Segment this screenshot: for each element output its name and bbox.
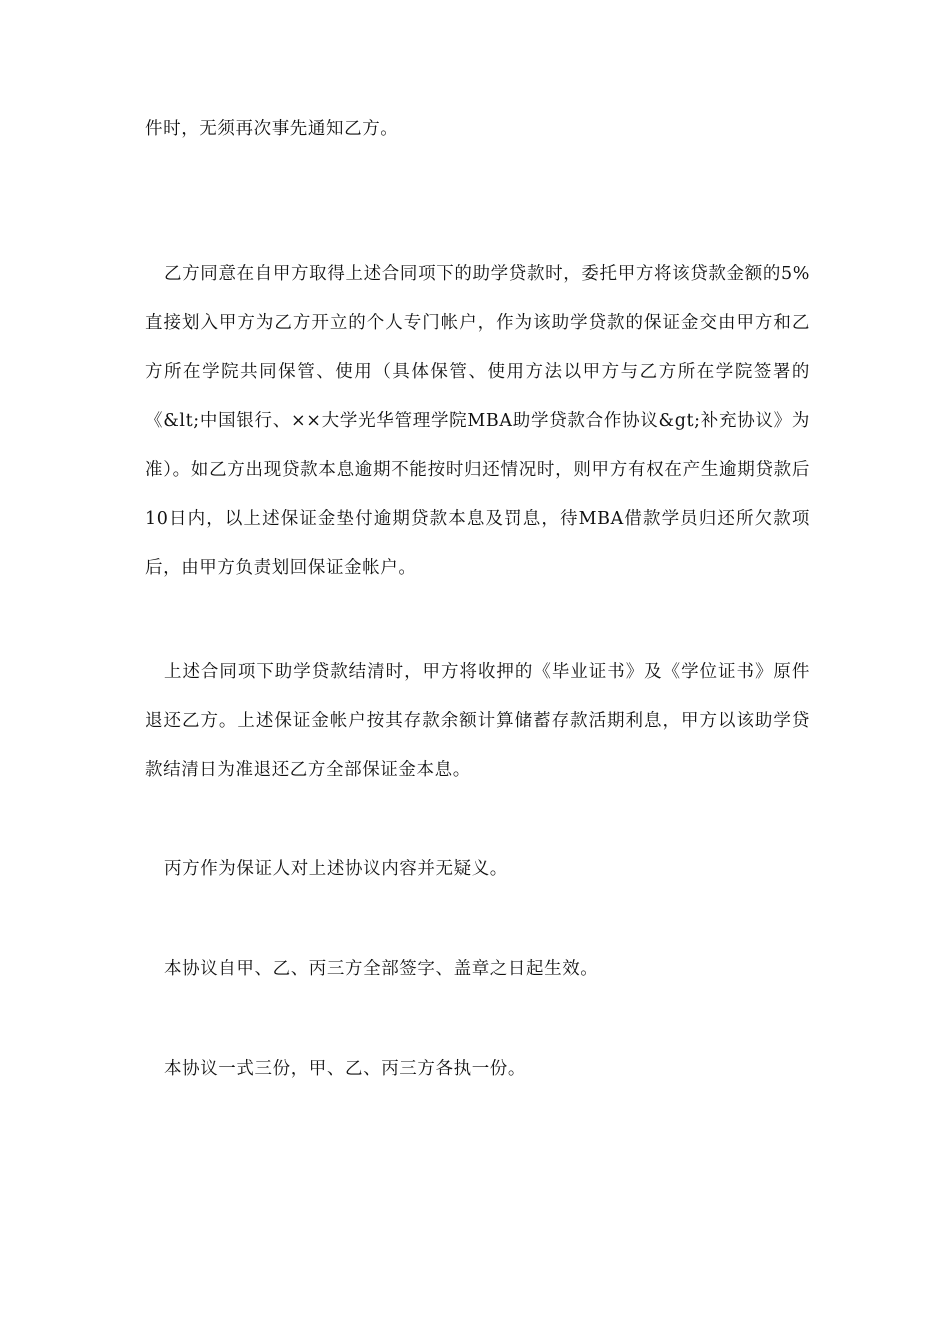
paragraph-guarantor: 丙方作为保证人对上述协议内容并无疑义。 xyxy=(164,859,508,879)
paragraph-copies: 本协议一式三份，甲、乙、丙三方各执一份。 xyxy=(164,1059,526,1079)
paragraph-loan-settlement: 上述合同项下助学贷款结清时，甲方将收押的《毕业证书》及《学位证书》原件退还乙方。上述保证金帐户按其存款余额计算储蓄存款活期利息，甲方以该助学贷款结清日为准退还乙方全部保证金本息。 xyxy=(145,662,810,780)
paragraph-security-deposit: 乙方同意在自甲方取得上述合同项下的助学贷款时，委托甲方将该贷款金额的5%直接划入甲方为乙方开立的个人专门帐户，作为该助学贷款的保证金交由甲方和乙方所在学院共同保管、使用（具体保管、使用方法以甲方与乙方所在学院签署的《&lt;中国银行、××大学光华管理学院MBA助学贷款合作协议&gt;补充协议》为准）。如乙方出现贷款本息逾期不能按时归还情况时，则甲方有权在产生逾期贷款后10日内，以上述保证金垫付逾期贷款本息及罚息，待MBA借款学员归还所欠款项后，由甲方负责划回保证金帐户。 xyxy=(145,264,810,578)
paragraph-continuation: 件时，无须再次事先通知乙方。 xyxy=(145,119,399,139)
paragraph-effective-date: 本协议自甲、乙、丙三方全部签字、盖章之日起生效。 xyxy=(164,959,599,979)
